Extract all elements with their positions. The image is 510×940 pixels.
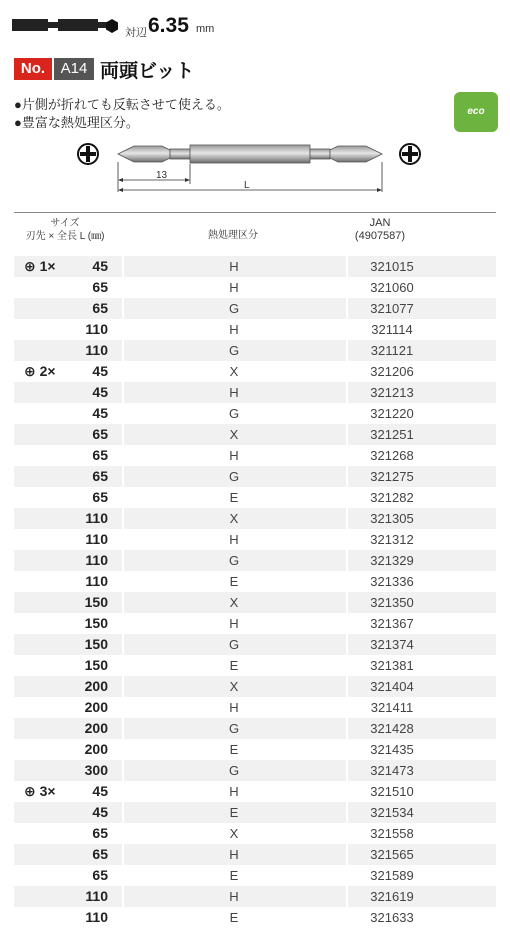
tip-size-cell: ⊕ 2× [24, 363, 56, 379]
jan-code-cell: 321589 [370, 868, 414, 883]
column-divider [346, 634, 348, 655]
table-row [14, 256, 496, 277]
column-divider [122, 319, 124, 340]
column-divider [122, 466, 124, 487]
jan-code-cell: 321275 [370, 469, 414, 484]
column-divider [346, 361, 348, 382]
heat-treatment-cell: X [229, 826, 239, 841]
header-size [18, 217, 112, 243]
phillips-left-icon [78, 144, 98, 164]
product-no-badge: No. [14, 58, 52, 80]
column-divider [346, 256, 348, 277]
column-divider [122, 697, 124, 718]
column-divider [122, 592, 124, 613]
bit-shape-icon [12, 16, 112, 34]
table-row [14, 844, 496, 865]
column-divider [122, 256, 124, 277]
column-divider [346, 445, 348, 466]
jan-code-cell: 321312 [370, 532, 414, 547]
dimension-L-label: L [244, 180, 250, 191]
table-row [14, 823, 496, 844]
column-divider [122, 844, 124, 865]
jan-code-cell: 321367 [370, 616, 414, 631]
column-divider [346, 592, 348, 613]
heat-treatment-cell: X [229, 679, 239, 694]
heat-treatment-cell: H [229, 280, 239, 295]
table-row [14, 361, 496, 382]
column-divider [122, 403, 124, 424]
length-cell: 45 [92, 405, 108, 421]
column-divider [346, 844, 348, 865]
length-cell: 45 [92, 804, 108, 820]
table-row [14, 802, 496, 823]
column-divider [346, 676, 348, 697]
dimension-13-label: 13 [156, 170, 168, 181]
column-divider [346, 319, 348, 340]
hex-size-unit: mm [196, 23, 215, 35]
column-divider [346, 340, 348, 361]
column-divider [122, 424, 124, 445]
column-divider [346, 718, 348, 739]
eco-badge: eco [454, 92, 498, 132]
column-divider [122, 340, 124, 361]
jan-code-cell: 321510 [370, 784, 414, 799]
length-cell: 110 [85, 531, 108, 547]
table-row [14, 550, 496, 571]
column-divider [122, 739, 124, 760]
header-heat-treatment: 熱処理区分 [208, 230, 258, 241]
length-cell: 65 [92, 300, 108, 316]
column-divider [122, 823, 124, 844]
table-row [14, 277, 496, 298]
length-cell: 200 [84, 699, 108, 715]
column-divider [346, 403, 348, 424]
jan-code-cell: 321213 [370, 385, 414, 400]
column-divider [346, 382, 348, 403]
column-divider [122, 907, 124, 928]
column-divider [346, 781, 348, 802]
jan-code-cell: 321350 [370, 595, 414, 610]
length-cell: 110 [85, 909, 108, 925]
product-code-badge: A14 [54, 58, 94, 80]
heat-treatment-cell: G [228, 763, 240, 778]
jan-code-cell: 321268 [370, 448, 414, 463]
phillips-right-icon [400, 144, 420, 164]
heat-treatment-cell: G [228, 469, 240, 484]
length-cell: 300 [84, 762, 108, 778]
length-cell: 110 [85, 342, 108, 358]
column-divider [346, 865, 348, 886]
table-row [14, 865, 496, 886]
heat-treatment-cell: H [229, 700, 239, 715]
length-cell: 45 [92, 783, 108, 799]
jan-code-cell: 321282 [370, 490, 414, 505]
table-row [14, 424, 496, 445]
heat-treatment-cell: H [229, 784, 239, 799]
tip-size-cell: ⊕ 1× [24, 258, 56, 274]
jan-code-cell: 321077 [370, 301, 414, 316]
column-divider [346, 529, 348, 550]
table-row [14, 655, 496, 676]
length-cell: 110 [85, 552, 108, 568]
table-row [14, 760, 496, 781]
column-divider [346, 802, 348, 823]
column-divider [122, 865, 124, 886]
heat-treatment-cell: G [228, 721, 240, 736]
table-row [14, 340, 496, 361]
length-cell: 110 [85, 573, 108, 589]
heat-treatment-cell: X [229, 364, 239, 379]
table-row [14, 697, 496, 718]
length-cell: 150 [84, 657, 108, 673]
column-divider [346, 613, 348, 634]
length-cell: 150 [84, 594, 108, 610]
jan-code-cell: 321565 [370, 847, 414, 862]
column-divider [346, 424, 348, 445]
bit-body [118, 145, 382, 163]
table-row [14, 487, 496, 508]
product-table-body [14, 256, 496, 928]
heat-treatment-cell: G [228, 406, 240, 421]
header-jan-line2: (4907587) [354, 230, 406, 242]
table-row [14, 466, 496, 487]
jan-code-cell: 321428 [370, 721, 414, 736]
heat-treatment-cell: G [228, 343, 240, 358]
length-cell: 200 [84, 720, 108, 736]
heat-treatment-cell: E [229, 742, 239, 757]
column-divider [122, 634, 124, 655]
feature-1: ●片側が折れても反転させて使える。 [14, 97, 230, 112]
jan-code-cell: 321374 [370, 637, 414, 652]
jan-code-cell: 321619 [370, 889, 414, 904]
heat-treatment-cell: H [229, 259, 239, 274]
jan-code-cell: 321329 [370, 553, 414, 568]
table-row [14, 508, 496, 529]
length-cell: 150 [84, 615, 108, 631]
length-cell: 65 [92, 825, 108, 841]
length-cell: 65 [92, 426, 108, 442]
header-size-line1: サイズ [50, 218, 80, 229]
column-divider [122, 487, 124, 508]
length-cell: 200 [84, 741, 108, 757]
heat-treatment-cell: G [228, 637, 240, 652]
column-divider [346, 466, 348, 487]
heat-treatment-cell: X [229, 595, 239, 610]
column-divider [346, 823, 348, 844]
column-divider [346, 760, 348, 781]
column-divider [122, 298, 124, 319]
table-row [14, 529, 496, 550]
heat-treatment-cell: H [229, 847, 239, 862]
jan-code-cell: 321015 [370, 259, 414, 274]
column-divider [122, 529, 124, 550]
heat-treatment-cell: H [229, 616, 239, 631]
table-row [14, 403, 496, 424]
column-divider [122, 781, 124, 802]
column-divider [346, 697, 348, 718]
heat-treatment-cell: G [228, 553, 240, 568]
column-divider [346, 277, 348, 298]
column-divider [346, 571, 348, 592]
length-cell: 65 [92, 279, 108, 295]
double-end-bit-diagram [70, 134, 440, 198]
table-row [14, 781, 496, 802]
length-cell: 150 [84, 636, 108, 652]
column-divider [122, 571, 124, 592]
header-jan-line1: JAN [369, 217, 391, 229]
length-cell: 45 [92, 363, 108, 379]
heat-treatment-cell: H [229, 532, 239, 547]
jan-code-cell: 321534 [370, 805, 414, 820]
column-divider [122, 886, 124, 907]
heat-treatment-cell: X [229, 427, 239, 442]
jan-code-cell: 321381 [370, 658, 414, 673]
column-divider [346, 487, 348, 508]
column-divider [122, 277, 124, 298]
table-row [14, 718, 496, 739]
jan-code-cell: 321251 [370, 427, 414, 442]
length-cell: 110 [85, 321, 108, 337]
column-divider [122, 760, 124, 781]
hex-icon [104, 18, 120, 34]
length-cell: 45 [92, 384, 108, 400]
column-divider [122, 676, 124, 697]
column-divider [346, 550, 348, 571]
heat-treatment-cell: G [228, 301, 240, 316]
jan-code-cell: 321114 [371, 322, 413, 337]
column-divider [122, 361, 124, 382]
column-divider [122, 802, 124, 823]
column-divider [346, 655, 348, 676]
table-row [14, 319, 496, 340]
column-divider [346, 886, 348, 907]
table-row [14, 634, 496, 655]
length-cell: 45 [92, 258, 108, 274]
length-cell: 65 [92, 489, 108, 505]
feature-2: ●豊富な熱処理区分。 [14, 115, 139, 130]
jan-code-cell: 321558 [370, 826, 414, 841]
length-cell: 65 [92, 846, 108, 862]
column-divider [122, 613, 124, 634]
table-row [14, 382, 496, 403]
tip-size-cell: ⊕ 3× [24, 783, 56, 799]
length-cell: 65 [92, 468, 108, 484]
hex-size-value: 6.35 [148, 14, 189, 37]
column-divider [346, 298, 348, 319]
jan-code-cell: 321206 [370, 364, 414, 379]
column-divider [122, 382, 124, 403]
table-row [14, 445, 496, 466]
heat-treatment-cell: E [229, 574, 239, 589]
column-divider [346, 508, 348, 529]
table-row [14, 298, 496, 319]
jan-code-cell: 321435 [370, 742, 414, 757]
jan-code-cell: 321220 [370, 406, 414, 421]
table-row [14, 613, 496, 634]
jan-code-cell: 321411 [370, 700, 414, 715]
heat-treatment-cell: E [229, 805, 239, 820]
hex-size-label: 対辺 [125, 27, 147, 39]
header-size-line2: 刃先 × 全長 L (㎜) [25, 231, 105, 242]
heat-treatment-cell: E [229, 910, 239, 925]
heat-treatment-cell: E [229, 658, 239, 673]
heat-treatment-cell: H [229, 889, 239, 904]
product-title: 両頭ビット [100, 61, 195, 82]
column-divider [122, 718, 124, 739]
column-divider [346, 739, 348, 760]
jan-code-cell: 321633 [370, 910, 414, 925]
heat-treatment-cell: E [229, 490, 239, 505]
heat-treatment-cell: H [229, 448, 239, 463]
jan-code-cell: 321060 [370, 280, 414, 295]
length-cell: 110 [85, 510, 108, 526]
jan-code-cell: 321121 [370, 343, 414, 358]
table-row [14, 886, 496, 907]
table-row [14, 907, 496, 928]
column-divider [346, 907, 348, 928]
jan-code-cell: 321336 [370, 574, 414, 589]
length-cell: 65 [92, 447, 108, 463]
length-cell: 110 [85, 888, 108, 904]
jan-code-cell: 321404 [370, 679, 414, 694]
column-divider [122, 550, 124, 571]
table-row [14, 592, 496, 613]
jan-code-cell: 321473 [370, 763, 414, 778]
heat-treatment-cell: E [229, 868, 239, 883]
heat-treatment-cell: H [229, 385, 239, 400]
jan-code-cell: 321305 [370, 511, 414, 526]
length-cell: 65 [92, 867, 108, 883]
table-row [14, 739, 496, 760]
heat-treatment-cell: X [229, 511, 239, 526]
header-jan [340, 217, 420, 243]
length-cell: 200 [84, 678, 108, 694]
heat-treatment-cell: H [229, 322, 239, 337]
column-divider [122, 508, 124, 529]
table-row [14, 676, 496, 697]
column-divider [122, 655, 124, 676]
column-divider [122, 445, 124, 466]
table-row [14, 571, 496, 592]
